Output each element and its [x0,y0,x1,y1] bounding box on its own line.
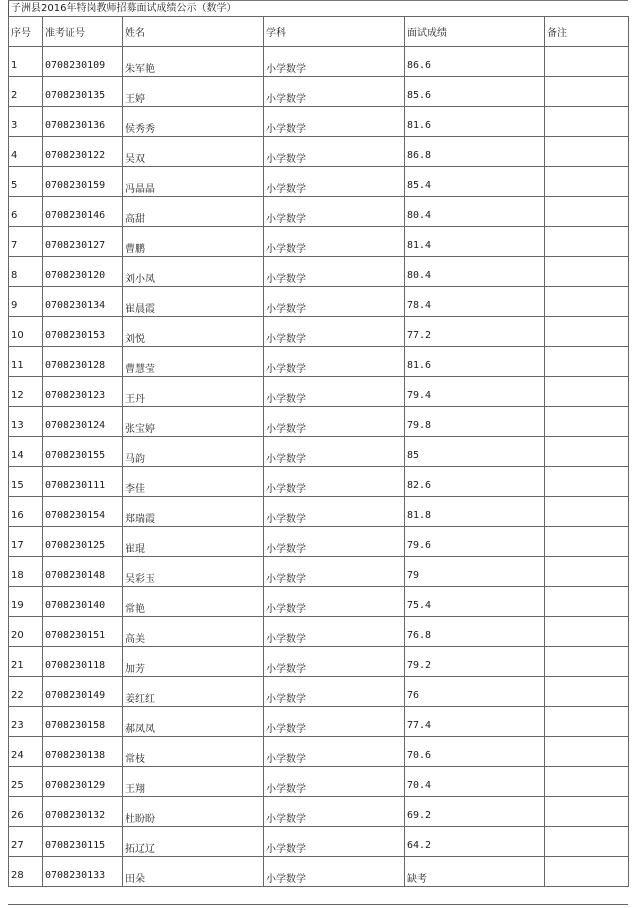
cell-exam-id: 0708230127 [43,227,123,257]
table-row [9,497,629,527]
cell-score: 64.2 [405,827,545,857]
cell-name: 常艳 [123,587,264,617]
cell-score: 缺考 [405,857,545,887]
cell-score: 75.4 [405,587,545,617]
header-remark: 备注 [545,17,629,47]
cell-seq: 11 [9,347,43,377]
header-subject: 学科 [264,17,405,47]
header-score: 面试成绩 [405,17,545,47]
table-row [9,587,629,617]
cell-remark [545,707,629,737]
cell-seq: 23 [9,707,43,737]
cell-name: 拓辽辽 [123,827,264,857]
cell-score: 77.2 [405,317,545,347]
table-row [9,227,629,257]
cell-exam-id: 0708230128 [43,347,123,377]
cell-exam-id: 0708230120 [43,257,123,287]
cell-subject: 小学数学 [264,647,405,677]
cell-exam-id: 0708230134 [43,287,123,317]
cell-name: 刘小凤 [123,257,264,287]
cell-remark [545,527,629,557]
cell-remark [545,407,629,437]
bottom-border [8,904,628,905]
cell-exam-id: 0708230155 [43,437,123,467]
cell-seq: 8 [9,257,43,287]
cell-subject: 小学数学 [264,257,405,287]
table-row [9,647,629,677]
cell-subject: 小学数学 [264,197,405,227]
cell-name: 曹鹏 [123,227,264,257]
table-row [9,137,629,167]
cell-subject: 小学数学 [264,767,405,797]
cell-name: 姜红红 [123,677,264,707]
cell-remark [545,317,629,347]
cell-remark [545,647,629,677]
cell-name: 崔琨 [123,527,264,557]
cell-subject: 小学数学 [264,707,405,737]
cell-score: 81.8 [405,497,545,527]
cell-seq: 28 [9,857,43,887]
cell-subject: 小学数学 [264,377,405,407]
table-row [9,767,629,797]
cell-remark [545,47,629,77]
cell-name: 吴双 [123,137,264,167]
cell-exam-id: 0708230123 [43,377,123,407]
table-row [9,77,629,107]
cell-score: 70.6 [405,737,545,767]
cell-remark [545,227,629,257]
cell-exam-id: 0708230154 [43,497,123,527]
cell-name: 李佳 [123,467,264,497]
cell-seq: 24 [9,737,43,767]
cell-seq: 18 [9,557,43,587]
table-row [9,437,629,467]
cell-score: 79.6 [405,527,545,557]
cell-name: 郑瑞霞 [123,497,264,527]
cell-seq: 20 [9,617,43,647]
cell-score: 76.8 [405,617,545,647]
cell-remark [545,557,629,587]
table-row [9,737,629,767]
cell-score: 86.6 [405,47,545,77]
table-row [9,347,629,377]
cell-seq: 10 [9,317,43,347]
cell-subject: 小学数学 [264,587,405,617]
cell-exam-id: 0708230148 [43,557,123,587]
cell-name: 朱军艳 [123,47,264,77]
cell-exam-id: 0708230140 [43,587,123,617]
cell-exam-id: 0708230146 [43,197,123,227]
cell-name: 侯秀秀 [123,107,264,137]
cell-name: 杜盼盼 [123,797,264,827]
table-row [9,857,629,887]
cell-subject: 小学数学 [264,737,405,767]
cell-exam-id: 0708230129 [43,767,123,797]
cell-seq: 3 [9,107,43,137]
table-row [9,617,629,647]
cell-exam-id: 0708230109 [43,47,123,77]
cell-remark [545,77,629,107]
cell-seq: 6 [9,197,43,227]
cell-exam-id: 0708230111 [43,467,123,497]
cell-name: 马韵 [123,437,264,467]
cell-score: 80.4 [405,197,545,227]
table-row [9,797,629,827]
cell-exam-id: 0708230151 [43,617,123,647]
cell-seq: 25 [9,767,43,797]
cell-score: 80.4 [405,257,545,287]
cell-seq: 9 [9,287,43,317]
cell-score: 76 [405,677,545,707]
cell-seq: 13 [9,407,43,437]
header-name: 姓名 [123,17,264,47]
cell-subject: 小学数学 [264,497,405,527]
cell-subject: 小学数学 [264,107,405,137]
table-row [9,527,629,557]
cell-score: 79.8 [405,407,545,437]
cell-exam-id: 0708230149 [43,677,123,707]
cell-remark [545,677,629,707]
cell-score: 82.6 [405,467,545,497]
cell-remark [545,767,629,797]
cell-seq: 27 [9,827,43,857]
cell-exam-id: 0708230138 [43,737,123,767]
cell-seq: 12 [9,377,43,407]
cell-name: 郝凤凤 [123,707,264,737]
table-row [9,287,629,317]
score-sheet [8,0,628,887]
cell-subject: 小学数学 [264,557,405,587]
cell-subject: 小学数学 [264,347,405,377]
cell-name: 常枝 [123,737,264,767]
cell-seq: 4 [9,137,43,167]
cell-seq: 1 [9,47,43,77]
cell-score: 85.6 [405,77,545,107]
cell-name: 高甜 [123,197,264,227]
cell-score: 81.6 [405,347,545,377]
cell-remark [545,167,629,197]
cell-name: 王丹 [123,377,264,407]
cell-seq: 16 [9,497,43,527]
table-row [9,317,629,347]
cell-subject: 小学数学 [264,137,405,167]
cell-seq: 15 [9,467,43,497]
cell-subject: 小学数学 [264,317,405,347]
cell-exam-id: 0708230124 [43,407,123,437]
cell-exam-id: 0708230136 [43,107,123,137]
cell-subject: 小学数学 [264,167,405,197]
cell-exam-id: 0708230153 [43,317,123,347]
cell-exam-id: 0708230125 [43,527,123,557]
table-row [9,257,629,287]
cell-name: 张宝婷 [123,407,264,437]
cell-remark [545,197,629,227]
cell-name: 王翔 [123,767,264,797]
cell-exam-id: 0708230158 [43,707,123,737]
cell-subject: 小学数学 [264,287,405,317]
cell-name: 曹慧莹 [123,347,264,377]
cell-score: 78.4 [405,287,545,317]
cell-name: 田朵 [123,857,264,887]
cell-name: 刘悦 [123,317,264,347]
cell-subject: 小学数学 [264,77,405,107]
header-seq: 序号 [9,17,43,47]
cell-subject: 小学数学 [264,47,405,77]
cell-score: 79 [405,557,545,587]
table-row [9,377,629,407]
cell-exam-id: 0708230135 [43,77,123,107]
cell-remark [545,257,629,287]
cell-seq: 7 [9,227,43,257]
table-row [9,407,629,437]
cell-subject: 小学数学 [264,857,405,887]
cell-score: 70.4 [405,767,545,797]
cell-score: 81.4 [405,227,545,257]
cell-score: 85.4 [405,167,545,197]
cell-score: 69.2 [405,797,545,827]
cell-score: 79.4 [405,377,545,407]
cell-score: 81.6 [405,107,545,137]
cell-seq: 17 [9,527,43,557]
cell-exam-id: 0708230118 [43,647,123,677]
cell-name: 冯晶晶 [123,167,264,197]
cell-subject: 小学数学 [264,677,405,707]
table-row [9,827,629,857]
cell-remark [545,617,629,647]
table-row [9,167,629,197]
cell-remark [545,347,629,377]
cell-seq: 22 [9,677,43,707]
cell-exam-id: 0708230159 [43,167,123,197]
table-row [9,677,629,707]
cell-name: 加芳 [123,647,264,677]
cell-seq: 19 [9,587,43,617]
cell-subject: 小学数学 [264,467,405,497]
cell-score: 79.2 [405,647,545,677]
table-row [9,707,629,737]
cell-exam-id: 0708230122 [43,137,123,167]
cell-exam-id: 0708230132 [43,797,123,827]
cell-subject: 小学数学 [264,527,405,557]
cell-remark [545,377,629,407]
cell-subject: 小学数学 [264,617,405,647]
header-exam-id: 准考证号 [43,17,123,47]
cell-score: 77.4 [405,707,545,737]
cell-remark [545,497,629,527]
cell-seq: 14 [9,437,43,467]
cell-name: 王婷 [123,77,264,107]
cell-name: 崔晨霞 [123,287,264,317]
table-header-row [9,17,629,47]
cell-remark [545,587,629,617]
cell-subject: 小学数学 [264,797,405,827]
cell-remark [545,827,629,857]
cell-seq: 5 [9,167,43,197]
cell-remark [545,857,629,887]
score-table [8,16,629,887]
cell-exam-id: 0708230133 [43,857,123,887]
cell-remark [545,137,629,167]
cell-seq: 26 [9,797,43,827]
cell-subject: 小学数学 [264,407,405,437]
cell-subject: 小学数学 [264,227,405,257]
cell-seq: 21 [9,647,43,677]
table-body [9,17,629,887]
cell-remark [545,437,629,467]
cell-remark [545,467,629,497]
sheet-title: 子洲县2016年特岗教师招募面试成绩公示（数学） [8,0,628,16]
cell-score: 85 [405,437,545,467]
cell-name: 吴彩玉 [123,557,264,587]
cell-subject: 小学数学 [264,437,405,467]
cell-subject: 小学数学 [264,827,405,857]
table-row [9,107,629,137]
cell-seq: 2 [9,77,43,107]
table-row [9,557,629,587]
cell-score: 86.8 [405,137,545,167]
cell-remark [545,797,629,827]
cell-remark [545,737,629,767]
cell-name: 高美 [123,617,264,647]
table-row [9,47,629,77]
table-row [9,197,629,227]
cell-remark [545,287,629,317]
cell-remark [545,107,629,137]
table-row [9,467,629,497]
cell-exam-id: 0708230115 [43,827,123,857]
